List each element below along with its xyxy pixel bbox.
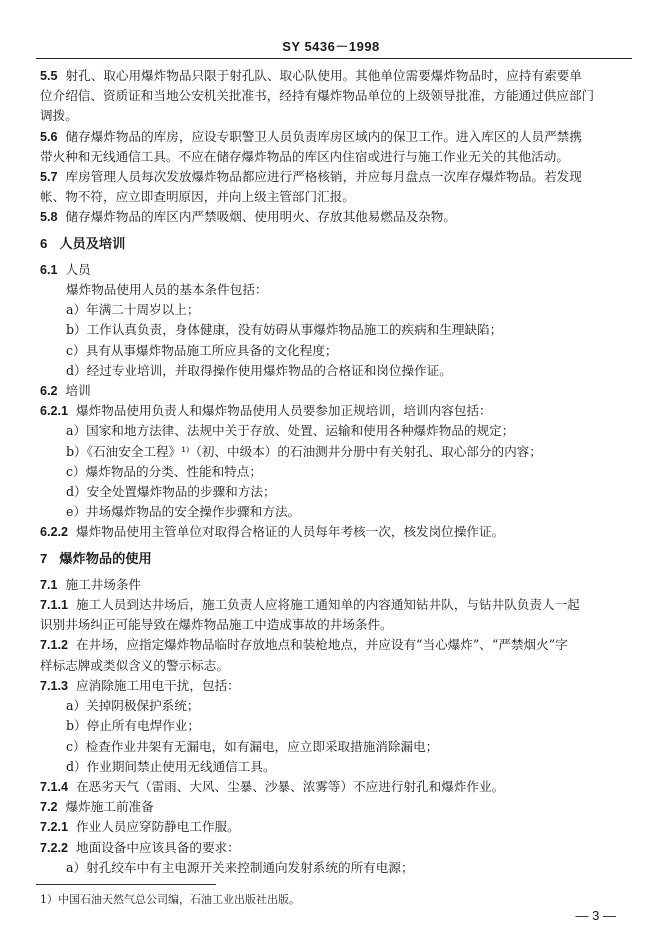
text-line bbox=[40, 858, 628, 878]
clause-text: c）检查作业井架有无漏电，如有漏电，应立即采取措施消除漏电； bbox=[66, 738, 439, 754]
clause-number: 6.2 bbox=[40, 384, 58, 399]
text-line bbox=[40, 401, 628, 421]
text-line bbox=[40, 167, 628, 187]
text-line bbox=[40, 482, 628, 502]
clause-text: a）国家和地方法律、法规中关于存放、处置、运输和使用各种爆炸物品的规定； bbox=[66, 423, 515, 439]
footnote: 1）中国石油天然气总公司编，石油工业出版社出版。 bbox=[40, 893, 300, 906]
clause-number: 5.8 bbox=[40, 210, 58, 225]
text-line bbox=[40, 575, 628, 595]
clause-text: e）井场爆炸物品的安全操作步骤和方法。 bbox=[66, 504, 301, 520]
text-line bbox=[40, 187, 628, 207]
clause-number: 7.1.3 bbox=[40, 678, 69, 693]
text-line bbox=[40, 127, 628, 147]
clause-text: 储存爆炸物品的库房，应设专职警卫人员负责库房区域内的保卫工作。进入库区的人员严禁携 bbox=[65, 128, 582, 144]
clause-text: 人员及培训 bbox=[59, 235, 126, 251]
clause-text: 识别井场纠正可能导致在爆炸物品施工中造成事故的井场条件。 bbox=[40, 617, 393, 633]
clause-text: 位介绍信、资质证和当地公安机关批准书，经持有爆炸物品单位的上级领导批准，方能通过供应部门 bbox=[40, 88, 595, 104]
clause-number: 5.6 bbox=[40, 129, 58, 144]
text-line bbox=[40, 696, 628, 716]
text-line bbox=[40, 656, 628, 676]
text-line bbox=[40, 676, 628, 696]
text-line bbox=[40, 147, 628, 167]
text-line bbox=[40, 442, 628, 462]
clause-text: 爆炸施工前准备 bbox=[65, 799, 154, 815]
clause-text: 作业人员应穿防静电工作服。 bbox=[76, 819, 240, 835]
clause-number: 7.1.2 bbox=[40, 638, 69, 653]
clause-text: c）爆炸物品的分类、性能和特点； bbox=[66, 463, 262, 479]
clause-text: a）射孔绞车中有主电源开关来控制通向发射系统的所有电源； bbox=[66, 859, 414, 875]
clause-number: 6.2.2 bbox=[40, 525, 69, 540]
page-number: — 3 — bbox=[575, 908, 616, 923]
clause-text: d）作业期间禁止使用无线通信工具。 bbox=[66, 758, 276, 774]
clause-text: a）年满二十周岁以上； bbox=[66, 302, 200, 318]
clause-text: 带火种和无线通信工具。不应在储存爆炸物品的库区内住宿或进行与施工作业无关的其他活动。 bbox=[40, 148, 569, 164]
text-line bbox=[40, 320, 628, 340]
clause-number: 6 bbox=[40, 235, 48, 251]
clause-number: 7 bbox=[40, 550, 48, 566]
text-line bbox=[40, 838, 628, 858]
clause-text: 施工人员到达井场后，施工负责人应将施工通知单的内容通知钻井队，与钻井队负责人一起 bbox=[76, 597, 580, 613]
clause-number: 6.2.1 bbox=[40, 404, 69, 419]
text-line bbox=[40, 777, 628, 797]
clause-number: 7.1 bbox=[40, 577, 58, 592]
clause-number: 7.2.1 bbox=[40, 820, 69, 835]
text-line bbox=[40, 817, 628, 837]
clause-text: 爆炸物品的使用 bbox=[59, 550, 152, 566]
text-line bbox=[40, 381, 628, 401]
text-line bbox=[40, 522, 628, 542]
text-line bbox=[40, 341, 628, 361]
clause-text: 样标志牌或类似含义的警示标志。 bbox=[40, 657, 229, 673]
text-line bbox=[40, 462, 628, 482]
clause-number: 7.2.2 bbox=[40, 840, 69, 855]
clause-text: 爆炸物品使用主管单位对取得合格证的人员每年考核一次，核发岗位操作证。 bbox=[76, 524, 505, 540]
clause-number: 7.1.4 bbox=[40, 779, 69, 794]
clause-text: 爆炸物品使用人员的基本条件包括： bbox=[66, 282, 268, 298]
body-text bbox=[40, 66, 628, 878]
text-line bbox=[40, 66, 628, 86]
clause-text: d）经过专业培训，并取得操作使用爆炸物品的合格证和岗位操作证。 bbox=[66, 362, 452, 378]
text-line bbox=[40, 207, 628, 227]
clause-number: 5.5 bbox=[40, 69, 58, 83]
footnote-rule bbox=[36, 884, 216, 885]
text-line bbox=[40, 361, 628, 381]
clause-number: 6.1 bbox=[40, 262, 58, 277]
clause-text: b）《石油安全工程》¹⁾（初、中级本）的石油测井分册中有关射孔、取心部分的内容； bbox=[66, 443, 542, 459]
text-line bbox=[40, 86, 628, 106]
clause-number: 7.1.1 bbox=[40, 598, 69, 613]
clause-text: 调拨。 bbox=[40, 108, 78, 124]
clause-text: a）关掉阴极保护系统； bbox=[66, 698, 200, 714]
clause-text: d）安全处置爆炸物品的步骤和方法； bbox=[66, 484, 276, 500]
clause-text: 应消除施工用电干扰，包括： bbox=[76, 677, 240, 693]
clause-text: 培训 bbox=[65, 383, 91, 399]
text-line bbox=[40, 260, 628, 280]
text-line bbox=[40, 615, 628, 635]
text-line bbox=[40, 421, 628, 441]
clause-text: 库房管理人员每次发放爆炸物品都应进行严格核销，并应每月盘点一次库存爆炸物品。若发现 bbox=[65, 169, 582, 185]
clause-text: 在恶劣天气（雷雨、大风、尘暴、沙暴、浓雾等）不应进行射孔和爆炸作业。 bbox=[76, 778, 505, 794]
clause-text: 在井场，应指定爆炸物品临时存放地点和装枪地点，并应设有“当心爆炸”、“严禁烟火”字 bbox=[76, 637, 568, 653]
clause-number: 5.7 bbox=[40, 170, 58, 185]
text-line bbox=[40, 502, 628, 522]
section-heading bbox=[40, 549, 628, 569]
text-line bbox=[40, 757, 628, 777]
text-line bbox=[40, 595, 628, 615]
text-line bbox=[40, 737, 628, 757]
text-line bbox=[40, 106, 628, 126]
clause-text: 射孔、取心用爆炸物品只限于射孔队、取心队使用。其他单位需要爆炸物品时，应持有索要单 bbox=[65, 68, 582, 83]
clause-text: b）工作认真负责，身体健康，没有妨碍从事爆炸物品施工的疾病和生理缺陷； bbox=[66, 322, 503, 338]
section-heading bbox=[40, 234, 628, 254]
clause-text: c）具有从事爆炸物品施工所应具备的文化程度； bbox=[66, 342, 338, 358]
header-rule bbox=[36, 58, 632, 59]
clause-text: 帐、物不符，应立即查明原因，并向上级主管部门汇报。 bbox=[40, 189, 355, 205]
clause-number: 7.2 bbox=[40, 800, 58, 815]
clause-text: 人员 bbox=[65, 261, 91, 277]
text-line bbox=[40, 797, 628, 817]
clause-text: b）停止所有电焊作业； bbox=[66, 718, 200, 734]
clause-text: 施工井场条件 bbox=[65, 576, 142, 592]
clause-text: 储存爆炸物品的库区内严禁吸烟、使用明火、存放其他易燃品及杂物。 bbox=[65, 209, 456, 225]
standard-header: SY 5436－1998 bbox=[282, 39, 380, 54]
text-line bbox=[40, 300, 628, 320]
text-line bbox=[40, 635, 628, 655]
clause-text: 爆炸物品使用负责人和爆炸物品使用人员要参加正规培训，培训内容包括： bbox=[76, 403, 492, 419]
text-line bbox=[40, 716, 628, 736]
clause-text: 地面设备中应该具备的要求： bbox=[76, 839, 240, 855]
text-line bbox=[40, 280, 628, 300]
